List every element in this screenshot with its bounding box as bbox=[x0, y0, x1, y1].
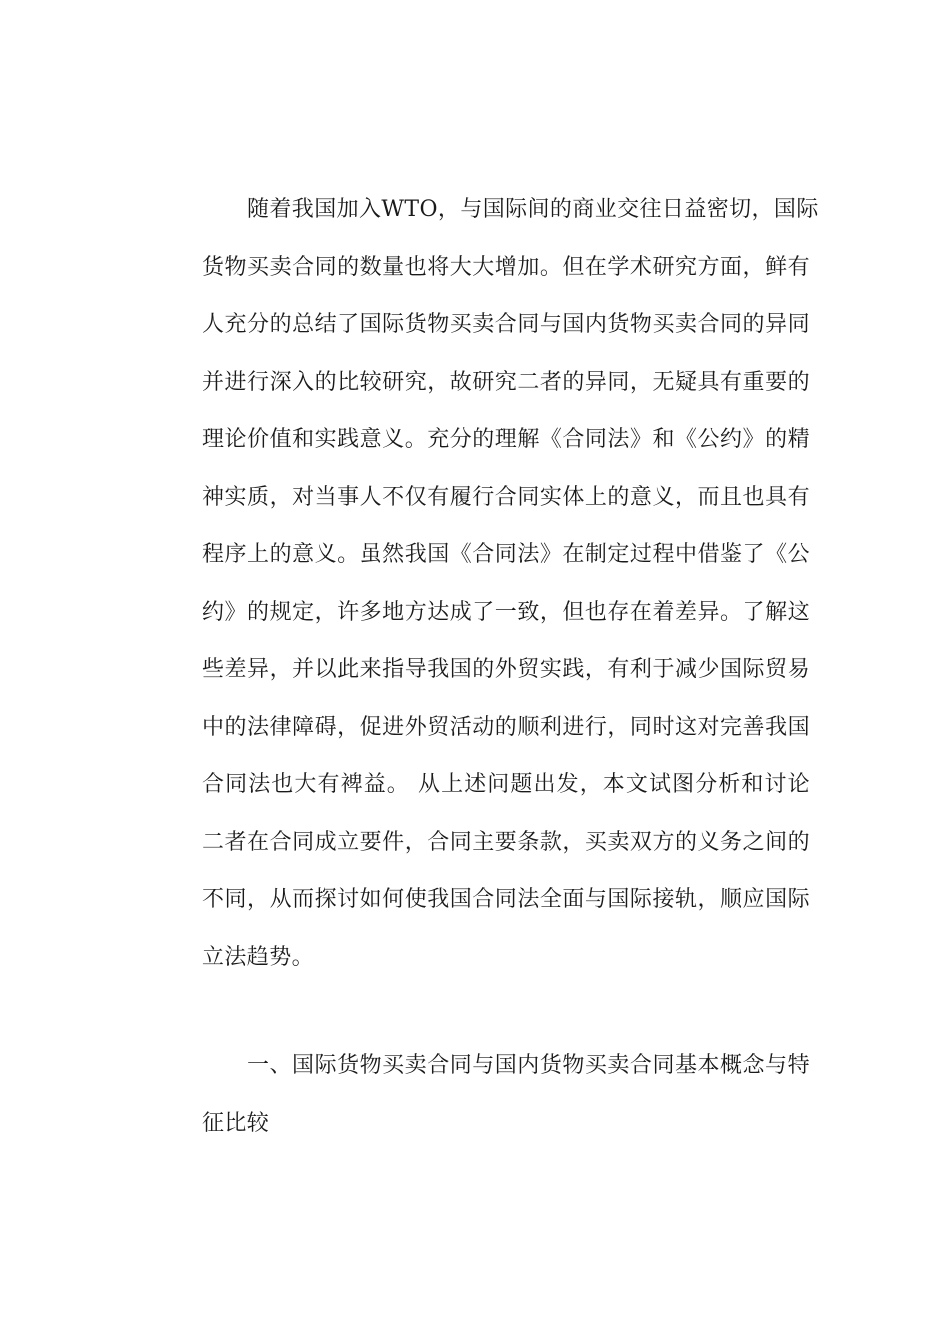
paragraph-line: 并进行深入的比较研究，故研究二者的异同，无疑具有重要的 bbox=[202, 369, 810, 395]
paragraph-line: 理论价值和实践意义。充分的理解《合同法》和《公约》的精 bbox=[202, 427, 810, 452]
paragraph-line: 些差异，并以此来指导我国的外贸实践，有利于减少国际贸易 bbox=[202, 657, 810, 682]
paragraph-line: 不同，从而探讨如何使我国合同法全面与国际接轨，顺应国际 bbox=[202, 887, 810, 912]
intro-paragraph bbox=[202, 181, 819, 986]
paragraph-line: 立法趋势。 bbox=[202, 944, 315, 970]
paragraph-line: 中的法律障碍，促进外贸活动的顺利进行，同时这对完善我国 bbox=[202, 714, 810, 740]
paragraph-line: 约》的规定，许多地方达成了一致，但也存在着差异。了解这 bbox=[202, 599, 810, 625]
paragraph-line: 程序上的意义。虽然我国《合同法》在制定过程中借鉴了《公 bbox=[202, 542, 810, 567]
paragraph-line: 货物买卖合同的数量也将大大增加。但在学术研究方面，鲜有 bbox=[202, 254, 810, 280]
heading-line: 征比较 bbox=[202, 1110, 270, 1136]
paragraph-line: 合同法也大有裨益。 从上述问题出发，本文试图分析和讨论 bbox=[202, 772, 810, 797]
paragraph-line: 随着我国加入WTO，与国际间的商业交往日益密切，国际 bbox=[247, 197, 819, 222]
heading-line: 一、国际货物买卖合同与国内货物买卖合同基本概念与特 bbox=[247, 1053, 810, 1078]
paragraph-line: 二者在合同成立要件，合同主要条款，买卖双方的义务之间的 bbox=[202, 829, 810, 855]
section-heading bbox=[202, 1037, 810, 1152]
paragraph-line: 人充分的总结了国际货物买卖合同与国内货物买卖合同的异同 bbox=[202, 312, 810, 337]
paragraph-line: 神实质，对当事人不仅有履行合同实体上的意义，而且也具有 bbox=[202, 484, 810, 510]
